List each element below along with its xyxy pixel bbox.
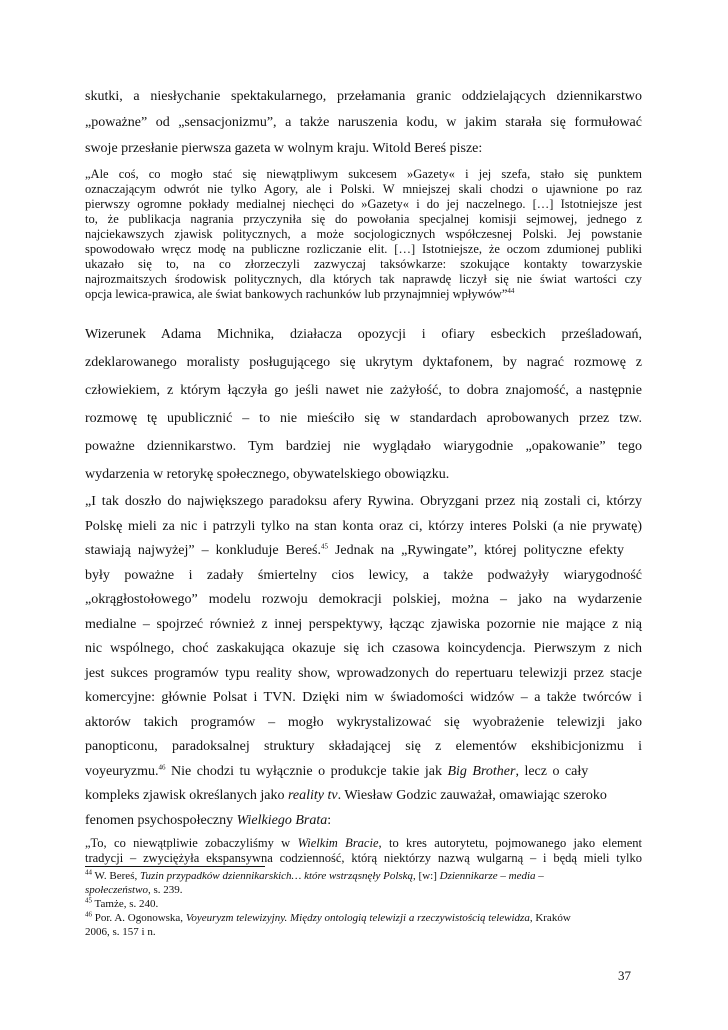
footnote-title: Tuzin przypadków dziennikarskich… które wstrząsnęły Polską — [139, 870, 414, 882]
footnote-ref-45[interactable]: 45 — [320, 542, 328, 551]
quote-line — [85, 851, 642, 866]
footnote-45 — [85, 898, 642, 911]
quote-line: „Ale coś, co mogło stać się niewątpliwym sukcesem »Gazety« i jej szefa, stało się punktem — [85, 167, 642, 181]
body-line: aktorów takich programów – mogło wykrystalizować się wyobrażenie telewizji jako — [85, 714, 642, 730]
footnote-number: 44 — [85, 868, 92, 877]
body-text: voyeuryzmu. — [85, 763, 159, 779]
footnote-ref-46[interactable]: 46 — [158, 762, 166, 771]
body-line — [85, 787, 642, 804]
body-text: Nie chodzi tu wyłącznie o produkcje takie jak — [165, 763, 448, 779]
quote-line: ukazało się to, na co złorzeczyli zazwyczaj taksówkarze: szokujące kontakty towarzyskie — [85, 257, 642, 271]
footnote-text: , [w:] — [413, 870, 440, 882]
body-line — [85, 812, 642, 829]
quote-line — [85, 287, 642, 302]
body-line: komercyjne: głównie Polsat i TVN. Dzięki nim w świadomości widzów – a także twórców i — [85, 690, 642, 705]
footnote-46 — [85, 912, 642, 925]
quote-line: najrozmaitszych środowisk politycznych, dla których tak naprawdę liczył się nie świat wartości czy — [85, 272, 642, 286]
body-line: medialne – spojrzeć również z innej perspektywy, łącząc zjawiska pozornie nie mające z nią — [85, 616, 642, 632]
body-line: wydarzenia w retorykę społecznego, obywatelskiego obowiązku. — [85, 467, 450, 482]
text-run: , to kres autorytetu, pojmowanego jako element — [378, 836, 642, 850]
footnote-number: 45 — [85, 896, 92, 905]
italic-title: Big Brother — [447, 763, 516, 779]
footnote-number: 46 — [85, 910, 92, 919]
body-text: kompleks zjawisk określanych jako — [85, 788, 288, 803]
footnote-text: , s. 239. — [147, 884, 183, 896]
body-line: nic wspólnego, choć zaskakująca okazuje się ich czasowa koincydencja. Pierwszym z nich — [85, 641, 642, 656]
footnote-46-cont: 2006, s. 157 i n. — [85, 926, 156, 938]
body-text: stawiają najwyżej” – konkluduje Bereś. — [85, 543, 321, 558]
text-run: „To, co niewątpliwie zobaczyliśmy w — [85, 836, 298, 850]
quote-line: pierwszy ogromne pokłady medialnej niechęci do »Gazety« i do jej naczelnego. […] Istotniejsze jest — [85, 197, 642, 211]
quote-line: oznaczającym odwrót nie tylko Agory, ale i Polski. W mniejszej skali chodzi o ujawnione po raz — [85, 182, 642, 196]
footnote-text: Por. A. Ogonowska, — [92, 912, 186, 924]
footnote-44-cont — [85, 884, 642, 897]
quote-line: to, że publikacja nagrania przyczyniła się do powołania specjalnej komisji sejmowej, jednego z — [85, 212, 642, 226]
quote-line: najciekawszych zjawisk politycznych, a może socjologicznych współczesnej Polski. Jej powstanie — [85, 227, 642, 241]
footnote-44 — [85, 870, 642, 883]
body-line: „I tak doszło do największego paradoksu afery Rywina. Obryzgani przez nią zostali ci, którzy — [85, 494, 642, 509]
page-number: 37 — [618, 968, 631, 983]
quote-text: opcja lewica-prawica, ale świat bankowych rachunków lub przynajmniej wpływów” — [85, 287, 508, 301]
body-line: „poważne” od „sensacjonizmu”, a także naruszenia kodu, w jakim starała się formułować — [85, 115, 642, 130]
body-line: swoje przesłanie pierwsza gazeta w wolnym kraju. Witold Bereś pisze: — [85, 141, 483, 156]
italic-term: reality tv — [287, 788, 338, 803]
footnote-text: W. Bereś, — [92, 870, 140, 882]
body-line: jest sukces programów typu reality show, wprowadzonych do repertuaru telewizji przez stacje — [85, 665, 642, 681]
body-line — [85, 542, 642, 559]
body-text: Jednak na „Rywingate”, której polityczne efekty — [327, 543, 625, 558]
body-line: Polskę mieli za nic i patrzyli tylko na stan konta oraz ci, którzy interes Polski (a nie prywatę) — [85, 518, 642, 534]
footnote-title: społeczeństwo — [85, 884, 148, 896]
body-line: skutki, a niesłychanie spektakularnego, przełamania granic oddzielających dziennikarstwo — [85, 89, 642, 104]
footnote-separator — [85, 866, 265, 867]
footnote-ref-44[interactable]: 44 — [507, 286, 515, 295]
body-line: „okrągłostołowego” modelu rozwoju demokracji polskiej, można – jako na wydarzenie — [85, 592, 642, 607]
body-text: , lecz o cały — [515, 763, 589, 779]
body-line: były poważne i zadały śmiertelny cios lewicy, a także podważyły wiarygodność — [85, 567, 642, 583]
body-line: poważne dziennikarstwo. Tym bardziej nie wyglądało wiarygodnie „opakowanie” tego — [85, 439, 642, 454]
footnote-title: Voyeuryzm telewizyjny. Między ontologią telewizji a rzeczywistością telewidza — [185, 912, 530, 924]
footnote-text: , Kraków — [529, 912, 571, 924]
footnote-text: Tamże, s. 240. — [92, 898, 159, 910]
body-line: Wizerunek Adama Michnika, działacza opozycji i ofiary esbeckich prześladowań, — [85, 327, 642, 342]
text-run: : — [327, 812, 332, 828]
body-line: człowiekiem, z którym łączyła go jeśli nawet nie zażyłość, to dobra znajomość, a następnie — [85, 383, 642, 398]
italic-title: Wielkiego Brata — [236, 812, 328, 828]
text-run: fenomen psychospołeczny — [85, 812, 237, 828]
body-line: panopticonu, paradoksalnej struktury składającej się z elementów ekshibicjonizmu i — [85, 739, 642, 754]
italic-title: Wielkim Bracie — [297, 836, 379, 850]
body-line: zdeklarowanego moralisty posługującego się ukrytym dyktafonem, by nagrać rozmowę z — [85, 355, 642, 370]
text-run: tradycji – zwyciężyła ekspansywna codzienność, którą niektórzy nazwą wulgarną – i będą mieli tylko — [85, 851, 642, 865]
body-line — [85, 763, 642, 780]
quote-line — [85, 836, 642, 851]
footnote-title: Dziennikarze – media – — [439, 870, 544, 882]
quote-line: spowodowało wręcz modę na publiczne rozliczanie elit. […] Istotniejsze, że oczom zdumionej publiki — [85, 242, 642, 256]
body-text: . Wiesław Godzic zauważał, omawiając szeroko — [337, 788, 607, 803]
body-line: rozmowę tę upublicznić – to nie mieściło się w standardach aprobowanych przez tzw. — [85, 411, 642, 426]
